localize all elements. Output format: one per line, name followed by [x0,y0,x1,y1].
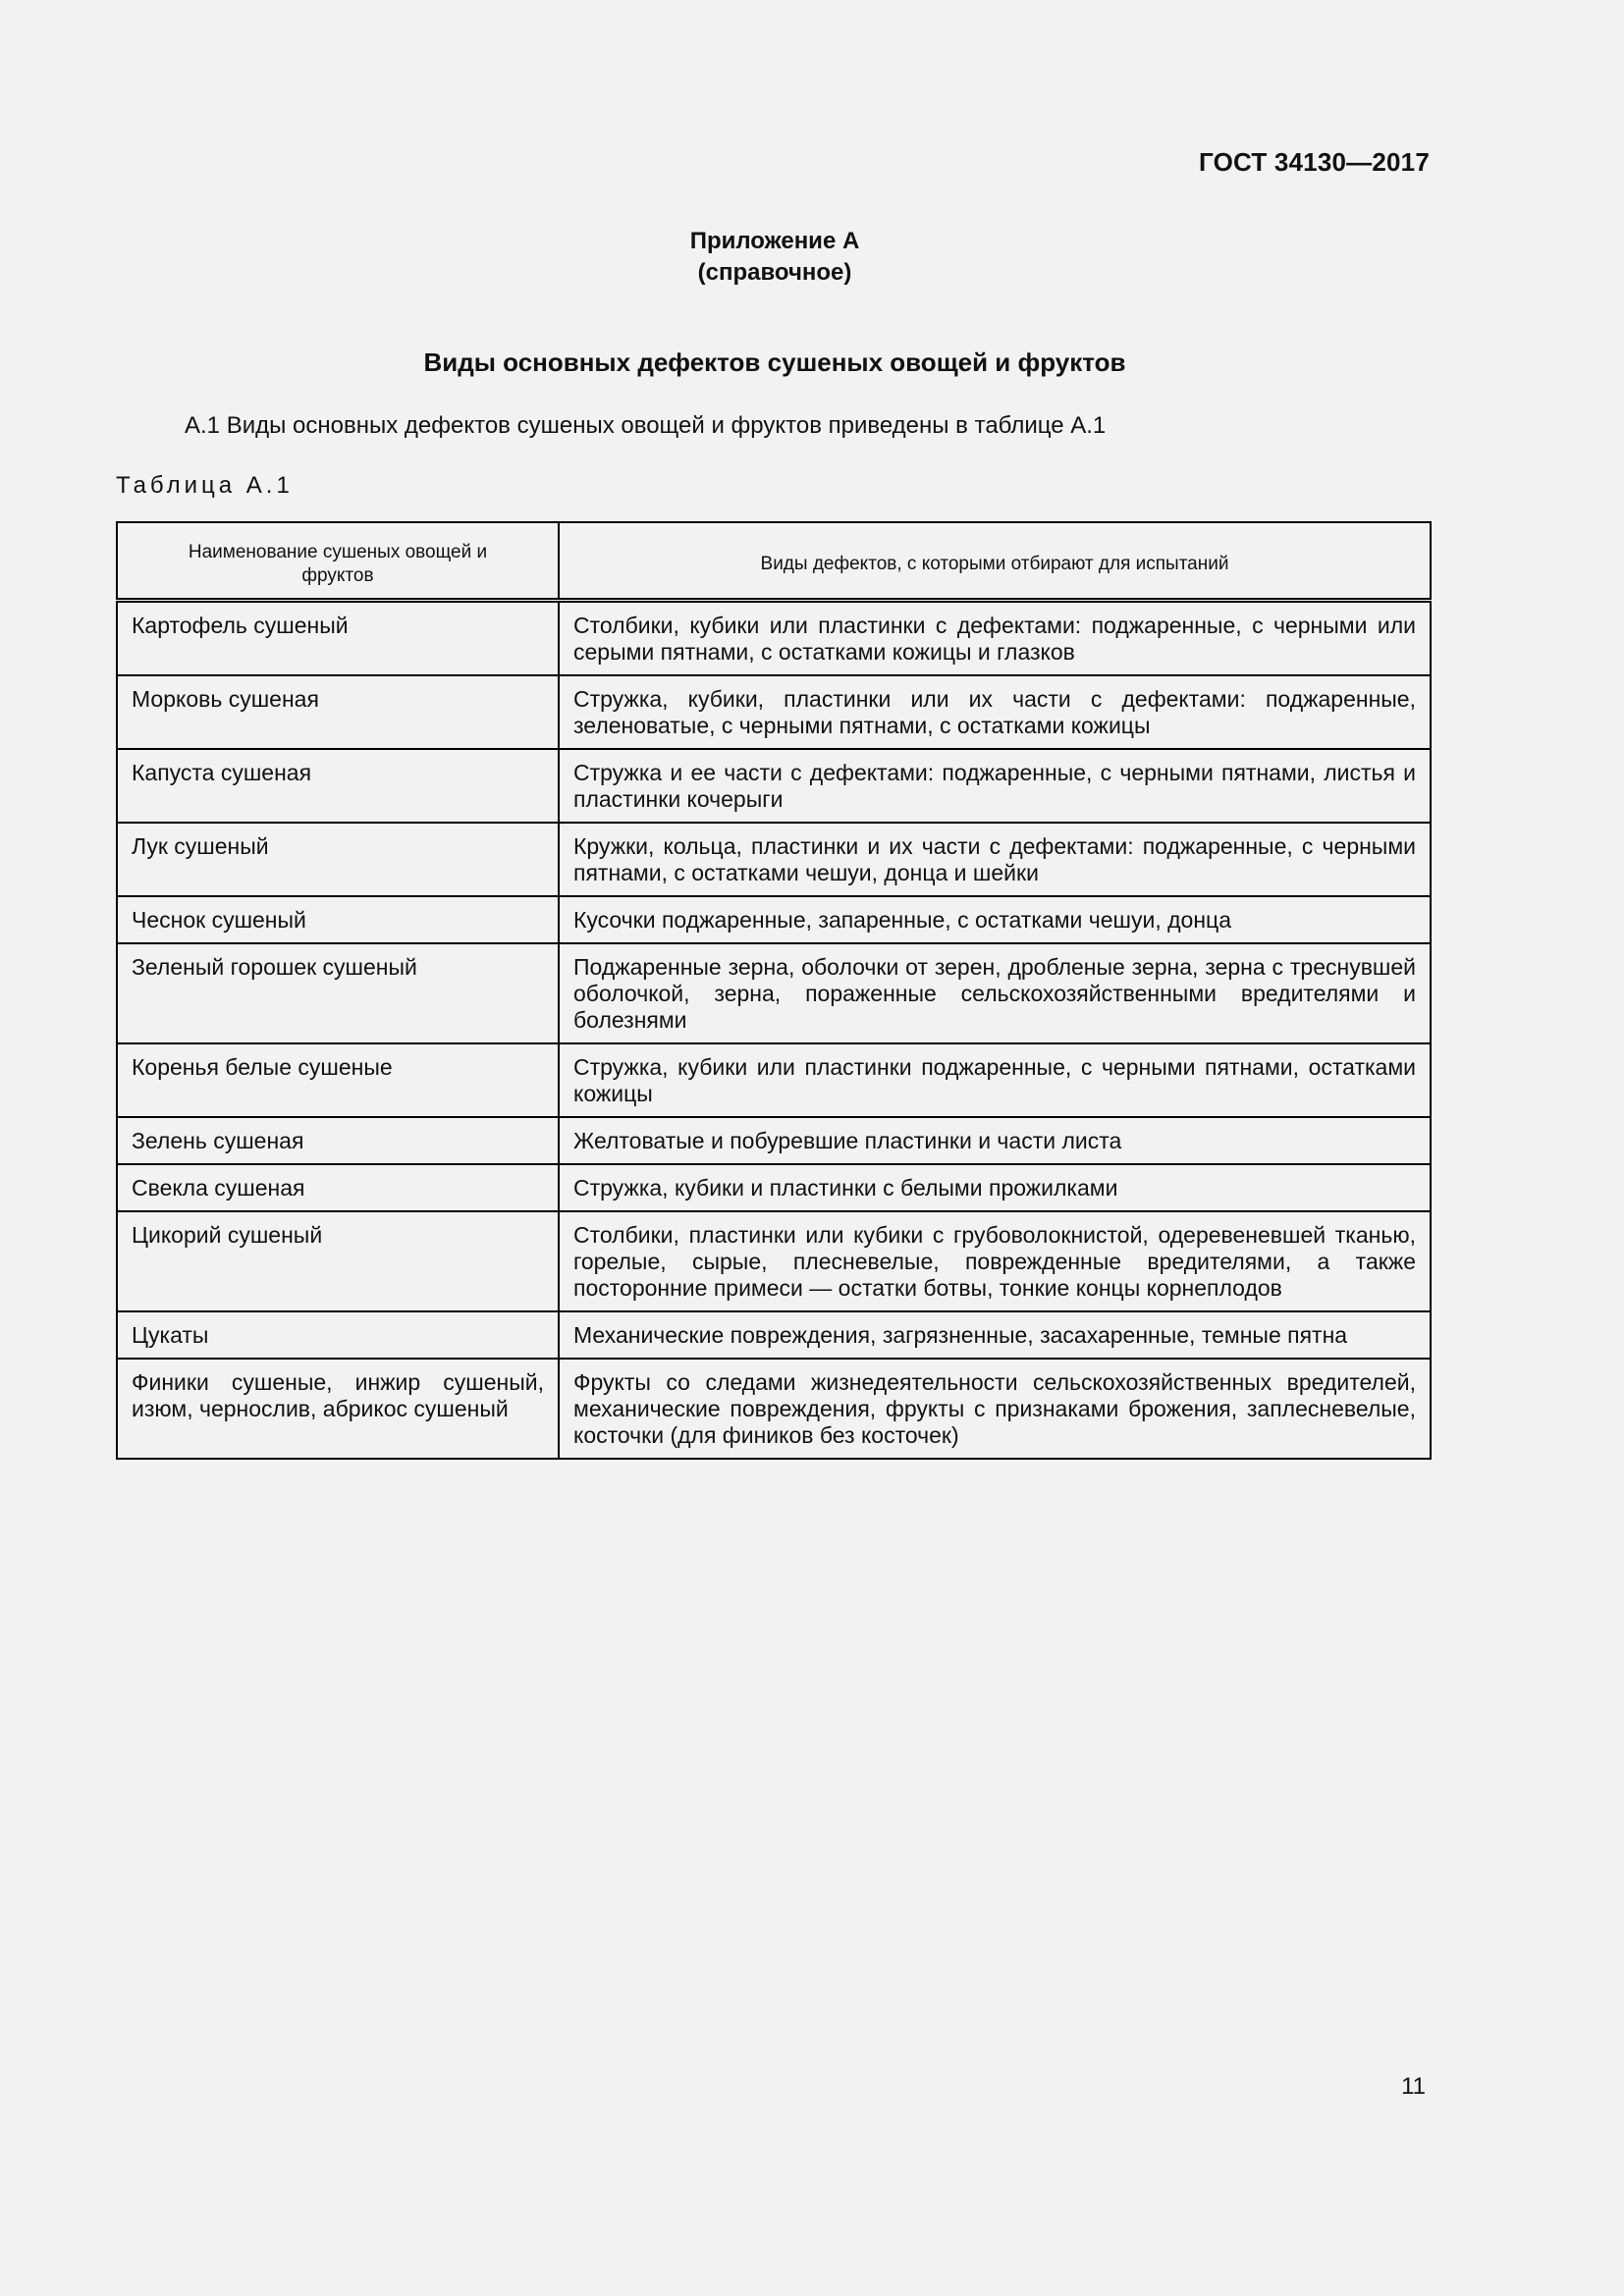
table-header-row [117,522,1431,601]
table-label: Таблица А.1 [116,472,294,499]
defects-cell: Стружка, кубики или пластинки поджаренные, с черными пятнами, остатками кожицы [559,1043,1431,1117]
table-row [117,749,1431,823]
intro-paragraph: А.1 Виды основных дефектов сушеных овощей и фруктов приведены в таблице А.1 [185,412,1107,439]
table-row [117,943,1431,1043]
table-row [117,1211,1431,1311]
table-row [117,1311,1431,1359]
table-row [117,1164,1431,1211]
product-name-cell: Чеснок сушеный [117,896,559,943]
product-name-cell: Свекла сушеная [117,1164,559,1211]
defects-cell: Кружки, кольца, пластинки и их части с дефектами: поджаренные, с черными пятнами, с остатками чешуи, донца и шейки [559,823,1431,896]
header-defect-types: Виды дефектов, с которыми отбирают для испытаний [559,522,1431,601]
product-name-cell: Финики сушеные, инжир сушеный, изюм, чернослив, абрикос сушеный [117,1359,559,1459]
defects-table [116,521,1432,1460]
appendix-heading [0,226,1549,289]
section-title: Виды основных дефектов сушеных овощей и фруктов [423,347,1126,377]
defects-cell: Фрукты со следами жизнедеятельности сельскохозяйственных вредителей, механические повреждения, фрукты с признаками брожения, заплесневелые, косточки (для фиников без косточек) [559,1359,1431,1459]
defects-cell: Механические повреждения, загрязненные, засахаренные, темные пятна [559,1311,1431,1359]
product-name-cell: Капуста сушеная [117,749,559,823]
product-name-cell: Цукаты [117,1311,559,1359]
defects-cell: Столбики, пластинки или кубики с грубоволокнистой, одеревеневшей тканью, горелые, сырые, плесневелые, поврежденные вредителями, а также посторонние примеси — остатки ботвы, тонкие концы корнеплодов [559,1211,1431,1311]
table-row [117,1043,1431,1117]
defects-cell: Столбики, кубики или пластинки с дефектами: поджаренные, с черными или серыми пятнами, с остатками кожицы и глазков [559,601,1431,676]
product-name-cell: Морковь сушеная [117,675,559,749]
product-name-cell: Лук сушеный [117,823,559,896]
product-name-cell: Цикорий сушеный [117,1211,559,1311]
defects-cell: Стружка, кубики и пластинки с белыми прожилками [559,1164,1431,1211]
table-row [117,896,1431,943]
product-name-cell: Картофель сушеный [117,601,559,676]
appendix-subtitle: (справочное) [697,259,852,286]
appendix-title: Приложение А [689,228,860,254]
defects-cell: Кусочки поджаренные, запаренные, с остатками чешуи, донца [559,896,1431,943]
defects-cell: Желтоватые и побуревшие пластинки и части листа [559,1117,1431,1164]
product-name-cell: Зелень сушеная [117,1117,559,1164]
table-row [117,601,1431,676]
table-row [117,823,1431,896]
product-name-cell: Зеленый горошек сушеный [117,943,559,1043]
table-row [117,1117,1431,1164]
table-row [117,675,1431,749]
defects-cell: Стружка, кубики, пластинки или их части с дефектами: поджаренные, зеленоватые, с черными пятнами, с остатками кожицы [559,675,1431,749]
defects-cell: Стружка и ее части с дефектами: поджаренные, с черными пятнами, листья и пластинки кочерыги [559,749,1431,823]
product-name-cell: Коренья белые сушеные [117,1043,559,1117]
defects-table-wrapper [116,521,1430,1460]
defects-cell: Поджаренные зерна, оболочки от зерен, дробленые зерна, зерна с треснувшей оболочкой, зерна, пораженные сельскохозяйственными вредителями и болезнями [559,943,1431,1043]
page-number: 11 [1401,2073,1426,2100]
document-code: ГОСТ 34130—2017 [1199,147,1430,177]
table-row [117,1359,1431,1459]
header-product-name: Наименование сушеных овощей и фруктов [117,522,559,601]
